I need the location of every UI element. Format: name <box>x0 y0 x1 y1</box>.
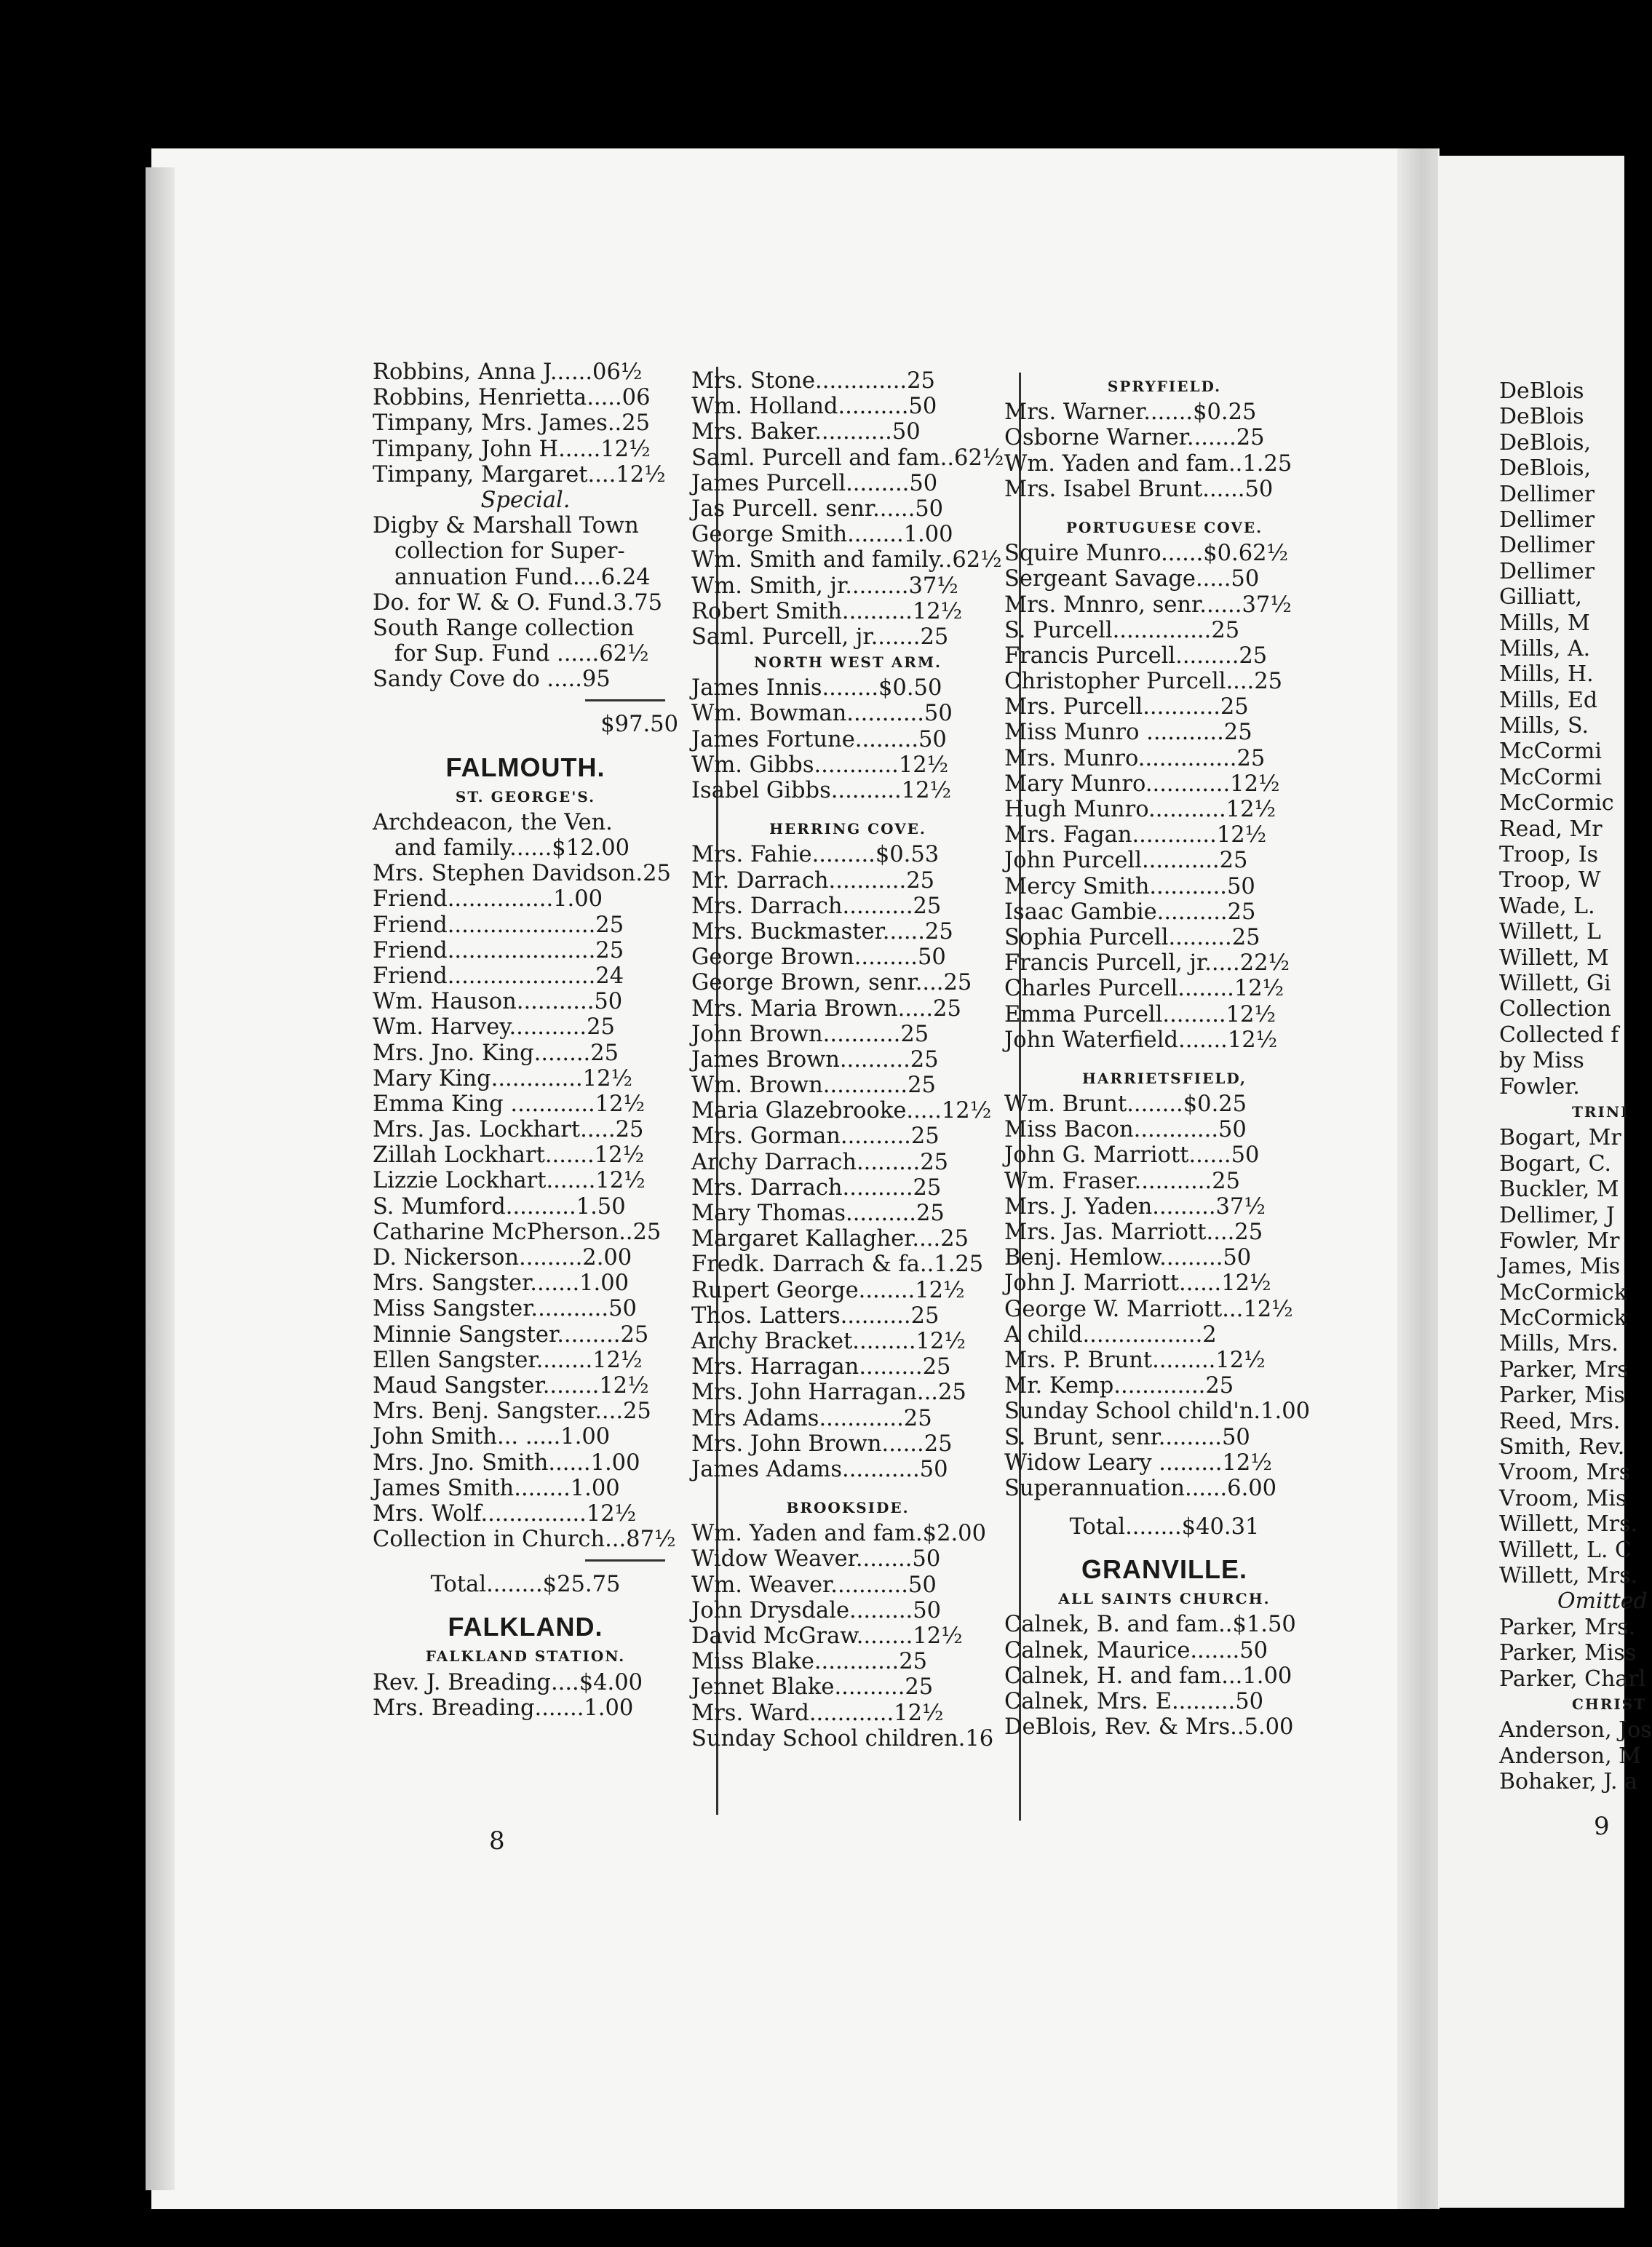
entry-line: Troop, Is <box>1499 842 1598 868</box>
italic-heading: Special. <box>480 487 571 513</box>
entry-line: Mrs. Purcell...........25 <box>1004 694 1249 720</box>
entry-line: Mrs. Isabel Brunt......50 <box>1004 476 1274 502</box>
spacer <box>1004 1540 1325 1553</box>
entry-line: South Range collection <box>373 615 635 641</box>
entry-line: McCormi <box>1499 764 1602 790</box>
entry-line: Mrs. Buckmaster......25 <box>691 918 953 944</box>
entry-line: Fowler, Mr <box>1499 1228 1620 1254</box>
entry-line: Catharine McPherson..25 <box>373 1219 662 1245</box>
entry-line: Mrs. Wolf...............12½ <box>373 1500 637 1527</box>
entry-line: Willett, M <box>1499 944 1609 971</box>
entry-line: Robert Smith..........12½ <box>691 598 963 624</box>
entry-line: Dellimer <box>1499 481 1595 507</box>
entry-line: Rupert George........12½ <box>691 1277 965 1303</box>
entry-line: Willett, Mrs. <box>1499 1511 1638 1538</box>
entry-line: Mrs. Munro..............25 <box>1004 745 1266 771</box>
entry-line: McCormic <box>1499 790 1614 816</box>
entry-line: John Purcell...........25 <box>1004 848 1248 874</box>
entry-line: Mrs. J. Yaden.........37½ <box>1004 1193 1266 1220</box>
entry-line: Superannuation......6.00 <box>1004 1475 1277 1501</box>
entry-line: Wm. Fraser...........25 <box>1004 1168 1240 1194</box>
entry-line: Lizzie Lockhart.......12½ <box>373 1168 646 1194</box>
spacer <box>691 803 1004 816</box>
entry-line: Mrs. Sangster.......1.00 <box>373 1270 630 1297</box>
entry-line: Osborne Warner.......25 <box>1004 425 1265 451</box>
entry-line: Miss Blake............25 <box>691 1649 928 1675</box>
entry-line: Saml. Purcell, jr.......25 <box>691 624 949 650</box>
entry-line: Jennet Blake..........25 <box>691 1674 934 1701</box>
entry-line: Widow Weaver........50 <box>691 1546 941 1572</box>
entry-line: Mrs. Stephen Davidson.25 <box>373 861 671 887</box>
section-heading: FALKLAND. <box>448 1612 603 1642</box>
entry-line: Maria Glazebrooke.....12½ <box>691 1098 992 1124</box>
entry-line: Wm. Weaver...........50 <box>691 1572 937 1598</box>
entry-line: Willett, L. C <box>1499 1537 1632 1563</box>
spacer <box>1004 502 1325 515</box>
entry-line: S. Mumford..........1.50 <box>373 1193 626 1220</box>
left-page-edge <box>146 167 175 2190</box>
entry-line: Archy Bracket.........12½ <box>691 1328 966 1354</box>
entry-line: Isaac Gambie..........25 <box>1004 899 1256 925</box>
entry-line: Wm. Yaden and fam.$2.00 <box>691 1521 986 1547</box>
entry-line: Wm. Bowman...........50 <box>691 701 953 727</box>
entry-line: George Brown.........50 <box>691 944 946 971</box>
entry-line: Dellimer, J <box>1499 1202 1615 1228</box>
entry-line: Robbins, Henrietta.....06 <box>373 385 651 411</box>
entry-line: John Waterfield.......12½ <box>1004 1027 1278 1053</box>
entry-line: Wm. Smith, jr.........37½ <box>691 573 958 599</box>
entry-line: Mrs. Jas. Marriott....25 <box>1004 1220 1263 1245</box>
entry-line: Friend...............1.00 <box>373 886 603 912</box>
entry-line: Mrs. Mnnro, senr......37½ <box>1004 592 1292 618</box>
subsection-heading: BROOKSIDE. <box>786 1499 910 1517</box>
entry-line: Anderson, M <box>1499 1743 1641 1769</box>
entry-line: by Miss <box>1499 1048 1584 1074</box>
entry-line: Parker, Miss <box>1499 1640 1637 1666</box>
entry-line: Sergeant Savage.....50 <box>1004 566 1260 592</box>
entry-line: Emma Purcell.........12½ <box>1004 1001 1276 1027</box>
entry-line: Mercy Smith...........50 <box>1004 873 1255 899</box>
entry-line: Mrs Adams............25 <box>691 1405 932 1431</box>
entry-line: McCormi <box>1499 739 1602 765</box>
entry-line: Mrs. Darrach..........25 <box>691 893 942 919</box>
entry-line: Rev. J. Breading....$4.00 <box>373 1669 643 1695</box>
entry-line: Miss Sangster...........50 <box>373 1296 637 1322</box>
column-2 <box>691 368 1004 1751</box>
entry-line: Robbins, Anna J......06½ <box>373 359 643 385</box>
entry-line: Read, Mr <box>1499 816 1603 842</box>
entry-line: Charles Purcell........12½ <box>1004 976 1284 1002</box>
entry-line: Mrs. Jno. Smith......1.00 <box>373 1449 640 1476</box>
entry-line: Collected f <box>1499 1022 1619 1048</box>
entry-line: Do. for W. & O. Fund.3.75 <box>373 589 663 616</box>
entry-line: Vroom, Mis <box>1499 1485 1627 1511</box>
subsection-heading: ALL SAINTS CHURCH. <box>1058 1590 1271 1608</box>
entry-line: annuation Fund....6.24 <box>394 564 651 590</box>
entry-line: DeBlois <box>1499 404 1584 430</box>
entry-line: James Smith........1.00 <box>373 1475 620 1501</box>
entry-line: Isabel Gibbs..........12½ <box>691 778 952 803</box>
entry-line: Sunday School children.16 <box>691 1725 994 1751</box>
entry-line: Mrs. Breading.......1.00 <box>373 1695 634 1721</box>
entry-line: Wm. Hauson...........50 <box>373 989 623 1015</box>
entry-line: Mr. Kemp.............25 <box>1004 1373 1234 1399</box>
entry-line: John Smith... .....1.00 <box>373 1424 611 1450</box>
subsection-heading: PORTUGUESE COVE. <box>1065 518 1263 536</box>
entry-line: Mrs. Harragan.........25 <box>691 1354 951 1380</box>
entry-line: Fredk. Darrach & fa..1.25 <box>691 1252 984 1278</box>
entry-line: Calnek, B. and fam..$1.50 <box>1004 1612 1296 1638</box>
page-number-left: 8 <box>489 1826 505 1856</box>
entry-line: DeBlois, <box>1499 456 1592 482</box>
entry-line: Saml. Purcell and fam..62½ <box>691 445 1004 471</box>
entry-line: Squire Munro......$0.62½ <box>1004 541 1289 567</box>
section-heading: GRANVILLE. <box>1081 1554 1247 1585</box>
entry-line: Archdeacon, the Ven. <box>373 809 613 835</box>
entry-line: Mills, M <box>1499 610 1590 636</box>
entry-line: Smith, Rev. <box>1499 1434 1625 1460</box>
entry-line: Mrs. Fagan............12½ <box>1004 822 1267 848</box>
entry-line: Wm. Harvey...........25 <box>373 1014 615 1041</box>
entry-line: Troop, W <box>1499 867 1601 894</box>
entry-line: Mrs. Stone.............25 <box>691 368 935 394</box>
entry-line: Fowler. <box>1499 1073 1580 1099</box>
column-1 <box>373 359 678 1721</box>
column-3 <box>1004 374 1325 1740</box>
entry-line: James Innis........$0.50 <box>691 675 942 701</box>
book-gutter <box>1397 148 1438 2209</box>
entry-line: Sunday School child'n.1.00 <box>1004 1399 1311 1425</box>
entry-line: Dellimer <box>1499 506 1595 533</box>
entry-line: Mrs. Maria Brown.....25 <box>691 995 961 1022</box>
entry-line: Mrs. P. Brunt.........12½ <box>1004 1347 1266 1373</box>
entry-line: David McGraw........12½ <box>691 1623 963 1649</box>
entry-line: Friend.....................25 <box>373 937 624 963</box>
entry-line: Mrs. Gorman..........25 <box>691 1124 940 1150</box>
subsection-heading: SPRYFIELD. <box>1107 378 1222 395</box>
entry-line: A child.................2 <box>1004 1321 1217 1348</box>
subsection-heading: HARRIETSFIELD, <box>1081 1069 1247 1087</box>
entry-line: Gilliatt, <box>1499 584 1582 611</box>
entry-line: John Drysdale.........50 <box>691 1597 942 1623</box>
entry-line: DeBlois, <box>1499 429 1592 456</box>
entry-line: Archy Darrach.........25 <box>691 1149 949 1175</box>
entry-line: Timpany, Mrs. James..25 <box>373 410 651 437</box>
spacer <box>373 738 678 751</box>
entry-line: S. Brunt, senr.........50 <box>1004 1424 1250 1450</box>
entry-line: S. Purcell..............25 <box>1004 617 1240 643</box>
entry-line: George Smith........1.00 <box>691 522 953 548</box>
spacer <box>1004 1501 1325 1514</box>
entry-line: Anderson, Jos <box>1499 1717 1652 1743</box>
spacer <box>691 1482 1004 1495</box>
entry-line: Willett, Gi <box>1499 970 1611 996</box>
entry-line: Margaret Kallagher....25 <box>691 1226 969 1252</box>
entry-line: D. Nickerson.........2.00 <box>373 1245 632 1270</box>
entry-line: Mills, Ed <box>1499 687 1598 713</box>
entry-line: Maud Sangster........12½ <box>373 1372 649 1399</box>
entry-line: Collection in Church...87½ <box>373 1527 676 1553</box>
entry-line: DeBlois, Rev. & Mrs..5.00 <box>1004 1714 1294 1741</box>
entry-line: Emma King ............12½ <box>373 1091 646 1117</box>
right-page-fragment <box>1499 378 1652 1795</box>
entry-line: Sophia Purcell.........25 <box>1004 924 1260 950</box>
entry-line: Mills, H. <box>1499 661 1594 688</box>
entry-line: Friend.....................24 <box>373 963 624 989</box>
entry-line: and family......$12.00 <box>394 835 630 861</box>
entry-line: Calnek, H. and fam...1.00 <box>1004 1663 1292 1689</box>
total-line: Total........$25.75 <box>430 1572 621 1598</box>
section-heading: FALMOUTH. <box>445 752 605 782</box>
entry-line: Dellimer <box>1499 533 1595 559</box>
entry-line: Ellen Sangster........12½ <box>373 1347 643 1373</box>
entry-line: Timpany, Margaret....12½ <box>373 461 666 488</box>
subsection-heading: TRINI <box>1572 1102 1629 1121</box>
entry-line: Parker, Charl <box>1499 1666 1646 1692</box>
subsection-heading: NORTH WEST ARM. <box>754 653 942 672</box>
entry-line: Mrs. Warner.......$0.25 <box>1004 399 1257 426</box>
entry-line: George W. Marriott...12½ <box>1004 1296 1293 1322</box>
entry-line: McCormick <box>1499 1279 1627 1305</box>
entry-line: Parker, Mis <box>1499 1383 1625 1409</box>
entry-line: Dellimer <box>1499 558 1595 584</box>
entry-line: Mrs. Jno. King........25 <box>373 1040 619 1066</box>
entry-line: Calnek, Mrs. E.........50 <box>1004 1689 1264 1714</box>
entry-line: James Adams...........50 <box>691 1456 948 1482</box>
entry-line: Friend.....................25 <box>373 912 624 938</box>
entry-line: Mills, A. <box>1499 635 1591 661</box>
entry-line: Sandy Cove do .....95 <box>373 667 611 693</box>
italic-heading: Omitted <box>1557 1588 1648 1615</box>
subsection-heading: ST. GEORGE'S. <box>455 787 596 806</box>
entry-line: John Brown...........25 <box>691 1021 929 1047</box>
total-line: $97.50 <box>600 712 678 738</box>
entry-line: James Fortune.........50 <box>691 726 947 752</box>
subsection-heading: CHRIST <box>1572 1695 1647 1713</box>
entry-line: Zillah Lockhart.......12½ <box>373 1142 645 1169</box>
entry-line: Francis Purcell.........25 <box>1004 643 1268 669</box>
entry-line: Mrs. John Brown......25 <box>691 1431 953 1457</box>
entry-line: Mrs. Ward............12½ <box>691 1700 944 1726</box>
entry-line: Christopher Purcell....25 <box>1004 669 1283 695</box>
entry-line: Mary Thomas..........25 <box>691 1201 945 1226</box>
entry-line: Collection <box>1499 996 1611 1022</box>
entry-line: Benj. Hemlow.........50 <box>1004 1245 1252 1271</box>
entry-line: Wm. Brunt........$0.25 <box>1004 1091 1247 1118</box>
entry-line: Miss Munro ...........25 <box>1004 720 1252 746</box>
entry-line: Minnie Sangster.........25 <box>373 1321 649 1348</box>
entry-line: McCormick <box>1499 1305 1627 1332</box>
entry-line: Miss Bacon............50 <box>1004 1117 1247 1143</box>
entry-line: George Brown, senr....25 <box>691 970 972 996</box>
subsection-heading: HERRING COVE. <box>769 820 926 838</box>
entry-line: John J. Marriott......12½ <box>1004 1270 1271 1297</box>
entry-line: collection for Super- <box>394 538 625 565</box>
entry-line: Mills, S. <box>1499 713 1589 739</box>
entry-line: Mr. Darrach...........25 <box>691 867 935 894</box>
entry-line: James Brown..........25 <box>691 1046 939 1073</box>
entry-line: John G. Marriott......50 <box>1004 1142 1260 1169</box>
entry-line: Mrs. Baker...........50 <box>691 419 921 445</box>
entry-line: Mary Munro............12½ <box>1004 771 1280 797</box>
entry-line: Mrs. Darrach..........25 <box>691 1174 942 1201</box>
spacer <box>373 1597 678 1610</box>
entry-line: Bohaker, J. a <box>1499 1769 1638 1795</box>
entry-line: Parker, Mrs <box>1499 1356 1629 1383</box>
entry-line: Wm. Gibbs............12½ <box>691 752 949 778</box>
entry-line: Parker, Mrs. <box>1499 1614 1636 1640</box>
entry-line: Bogart, Mr <box>1499 1125 1621 1151</box>
entry-line: Jas Purcell. senr......50 <box>691 496 944 522</box>
entry-line: James, Mis <box>1499 1254 1621 1280</box>
entry-line: Digby & Marshall Town <box>373 513 639 539</box>
entry-line: Willett, L <box>1499 919 1601 945</box>
entry-line: Mrs. Fahie.........$0.53 <box>691 842 940 868</box>
spacer <box>1004 1053 1325 1066</box>
entry-line: Wm. Smith and family..62½ <box>691 547 1002 573</box>
entry-line: Reed, Mrs. <box>1499 1408 1621 1434</box>
sum-rule <box>585 699 665 712</box>
entry-line: Timpany, John H......12½ <box>373 436 651 462</box>
entry-line: Francis Purcell, jr.....22½ <box>1004 950 1290 977</box>
entry-line: for Sup. Fund ......62½ <box>394 641 649 667</box>
subsection-heading: FALKLAND STATION. <box>425 1647 626 1666</box>
entry-line: Wm. Yaden and fam..1.25 <box>1004 450 1292 477</box>
entry-line: Bogart, C. <box>1499 1150 1612 1177</box>
entry-line: Calnek, Maurice.......50 <box>1004 1637 1268 1663</box>
entry-line: Thos. Latters..........25 <box>691 1303 940 1329</box>
page-number-right: 9 <box>1594 1812 1610 1841</box>
entry-line: Mrs. Jas. Lockhart.....25 <box>373 1117 644 1143</box>
entry-line: DeBlois <box>1499 378 1584 404</box>
entry-line: James Purcell.........50 <box>691 470 938 496</box>
entry-line: Mrs. John Harragan...25 <box>691 1380 966 1406</box>
sum-rule <box>585 1559 665 1572</box>
entry-line: Willett, Mrs. <box>1499 1562 1638 1588</box>
entry-line: Widow Leary .........12½ <box>1004 1449 1272 1476</box>
entry-line: Buckler, M <box>1499 1177 1619 1203</box>
entry-line: Wm. Holland..........50 <box>691 394 937 420</box>
entry-line: Vroom, Mrs <box>1499 1460 1631 1486</box>
entry-line: Mills, Mrs. <box>1499 1331 1619 1357</box>
entry-line: Wm. Brown............25 <box>691 1073 936 1099</box>
entry-line: Mrs. Benj. Sangster....25 <box>373 1399 651 1425</box>
entry-line: Wade, L. <box>1499 893 1595 919</box>
total-line: Total........$40.31 <box>1069 1514 1260 1540</box>
entry-line: Hugh Munro...........12½ <box>1004 797 1276 822</box>
entry-line: Mary King.............12½ <box>373 1065 633 1091</box>
